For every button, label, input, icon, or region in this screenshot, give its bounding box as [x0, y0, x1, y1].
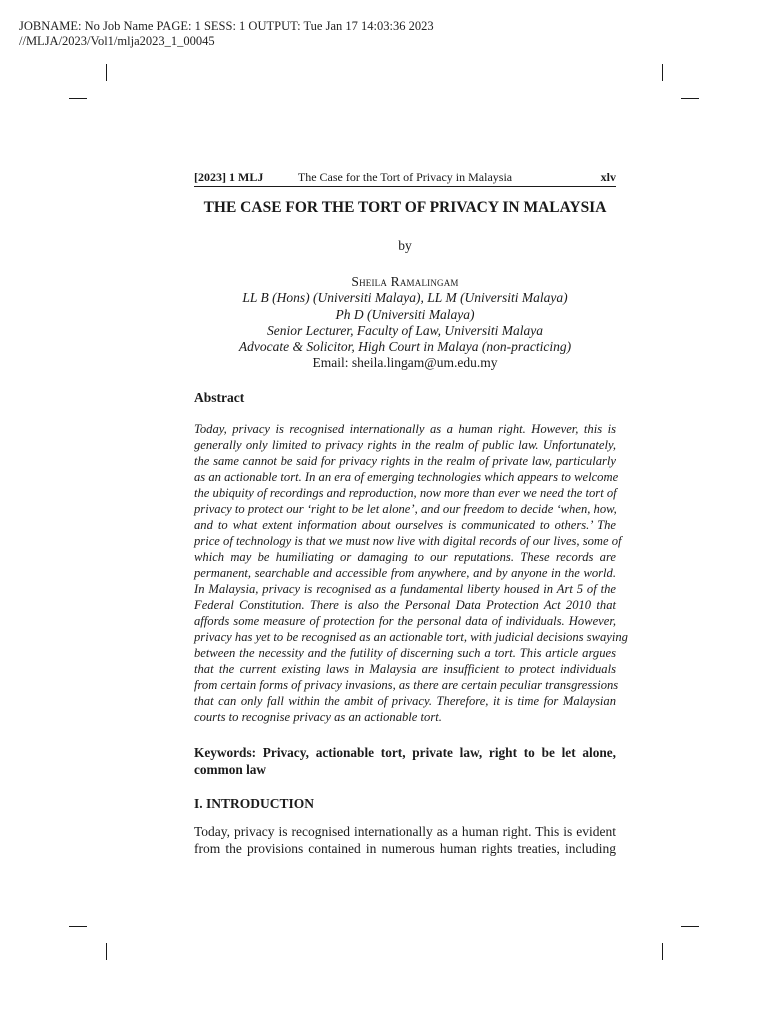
- job-info: [19, 19, 434, 49]
- abstract-line: privacy to protect our ‘right to be let alone’, and our freedom to decide ‘when, how,: [194, 502, 617, 516]
- abstract-line: Today, privacy is recognised internationally as a human right. However, this is: [194, 422, 616, 436]
- abstract-line: price of technology is that we must now live with digital records of our lives, some of: [194, 534, 622, 548]
- running-head-page-number: xlv: [600, 170, 616, 184]
- job-info-line2: //MLJA/2023/Vol1/mlja2023_1_00045: [19, 34, 215, 48]
- crop-mark: [662, 64, 663, 81]
- keywords: [194, 745, 616, 778]
- abstract-line: that can only fall within the ambit of privacy. Therefore, it is time for Malaysian: [194, 694, 616, 708]
- crop-mark: [681, 926, 699, 927]
- abstract-line: from certain forms of privacy invasions, as there are certain peculiar transgressions: [194, 678, 619, 692]
- job-info-line1: JOBNAME: No Job Name PAGE: 1 SESS: 1 OUTPUT: Tue Jan 17 14:03:36 2023: [19, 19, 434, 33]
- abstract-line: generally only limited to privacy rights in the realm of public law. Unfortunately,: [194, 438, 616, 452]
- abstract-line: and to what extent information about ourselves is communicated to others.’ The: [194, 518, 616, 532]
- byline: by: [398, 238, 412, 253]
- intro-paragraph: [194, 824, 616, 857]
- crop-mark: [106, 64, 107, 81]
- intro-line: Today, privacy is recognised internationally as a human right. This is evident: [194, 824, 616, 839]
- article-title: THE CASE FOR THE TORT OF PRIVACY IN MALAYSIA: [203, 199, 607, 216]
- abstract-line: affords some measure of protection for the personal data of individuals. However,: [194, 614, 616, 628]
- abstract-line: permanent, searchable and accessible from anywhere, and by anyone in the world.: [194, 566, 616, 580]
- author-name: Sheila Ramalingam: [351, 274, 459, 289]
- keywords-line: Keywords: Privacy, actionable tort, private law, right to be let alone,: [194, 745, 616, 760]
- author-position: Senior Lecturer, Faculty of Law, Universiti Malaya: [267, 322, 543, 338]
- running-head-title: The Case for the Tort of Privacy in Malaysia: [297, 170, 513, 184]
- abstract-line: In Malaysia, privacy is recognised as a fundamental liberty housed in Art 5 of the: [194, 582, 616, 596]
- author-advocate: Advocate & Solicitor, High Court in Malaya (non-practicing): [238, 339, 572, 355]
- abstract-body: [194, 421, 628, 725]
- abstract-line: that the current existing laws in Malaysia are insufficient to protect individuals: [194, 662, 616, 676]
- section-heading: I. INTRODUCTION: [194, 796, 315, 811]
- abstract-line: between the necessity and the futility of discerning such a tort. This article argues: [194, 646, 616, 660]
- intro-line: from the provisions contained in numerous human rights treaties, including: [194, 840, 616, 856]
- abstract-line: courts to recognise privacy as an actionable tort.: [194, 710, 442, 724]
- crop-mark: [69, 98, 87, 99]
- abstract-line: the ubiquity of recordings and reproduction, now more than ever we need the tort of: [194, 486, 617, 500]
- author-email: Email: sheila.lingam@um.edu.my: [312, 355, 498, 371]
- abstract-heading: Abstract: [194, 390, 245, 405]
- abstract-line: which may be humiliating or damaging to our reputations. These records are: [194, 550, 616, 564]
- running-head-citation: [2023] 1 MLJ: [194, 170, 264, 184]
- running-head: [194, 169, 616, 187]
- abstract-line: privacy has yet to be recognised as an actionable tort, with judicial decisions swaying: [194, 630, 628, 644]
- crop-mark: [681, 98, 699, 99]
- author-block: [160, 274, 650, 372]
- keywords-line: common law: [194, 761, 267, 777]
- abstract-line: Federal Constitution. There is also the Personal Data Protection Act 2010 that: [194, 598, 616, 612]
- abstract-line: the same cannot be said for privacy rights in the realm of private law, particularly: [194, 454, 616, 468]
- author-phd: Ph D (Universiti Malaya): [335, 306, 475, 322]
- crop-mark: [662, 943, 663, 960]
- crop-mark: [69, 926, 87, 927]
- author-degrees: LL B (Hons) (Universiti Malaya), LL M (Universiti Malaya): [242, 290, 568, 306]
- abstract-line: as an actionable tort. In an era of emerging technologies which appears to welcome: [194, 470, 619, 484]
- crop-mark: [106, 943, 107, 960]
